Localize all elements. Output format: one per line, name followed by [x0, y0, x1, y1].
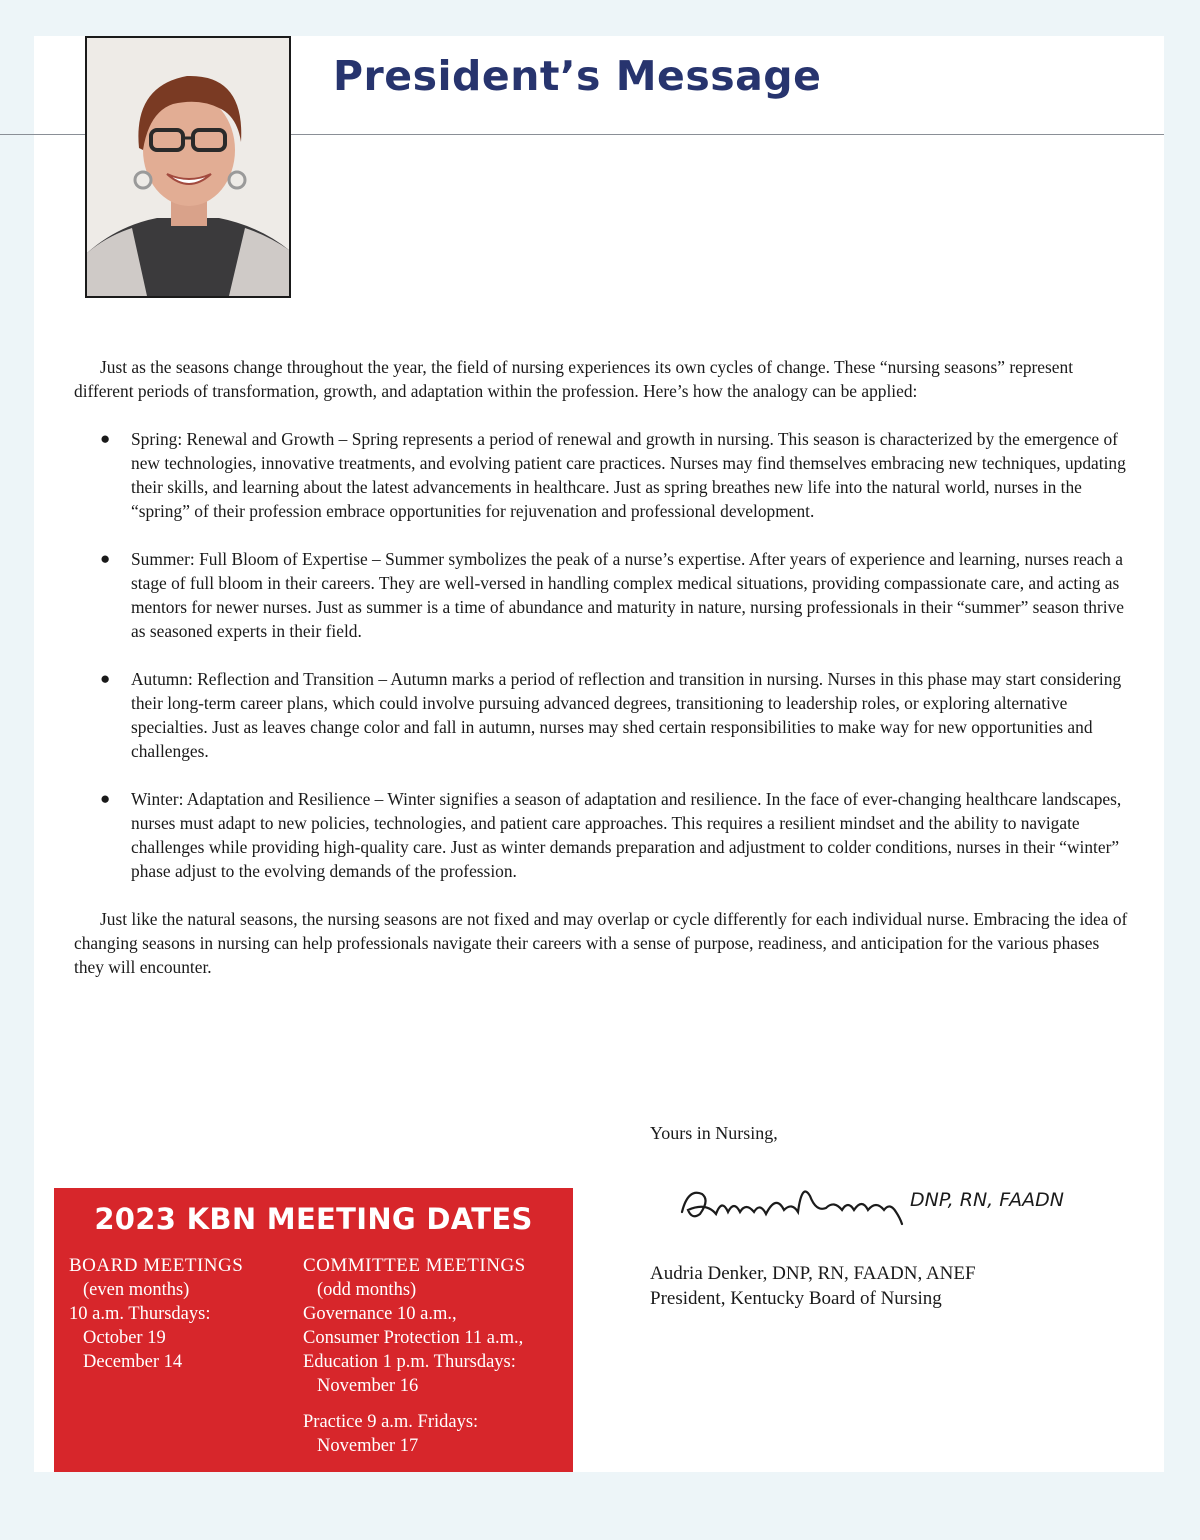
intro-paragraph: Just as the seasons change throughout the year, the field of nursing experiences its own cycles of change. These “nursing seasons” represent different periods of transformation, growth, and adaptation within the profession. Here’s how the analogy can be applied:: [74, 357, 1074, 401]
page-title: President’s Message: [333, 52, 822, 100]
seasons-list: [74, 427, 1130, 883]
meeting-dates-box: [54, 1188, 573, 1472]
board-meetings-sub: (even months): [83, 1280, 190, 1300]
portrait-illustration: [87, 38, 289, 296]
list-item: [74, 787, 1130, 883]
list-item-text: Winter: Adaptation and Resilience – Winter signifies a season of adaptation and resilience. In the face of ever-changing healthcare landscapes, nurses must adapt to new policies, technologies, and patient care approaches. This requires a resilient mindset and the ability to navigate challenges while providing high-quality care. Just as winter demands preparation and adjustment to colder conditions, nurses in their “winter” phase adjust to the evolving demands of the profession.: [131, 789, 1122, 881]
list-item: [74, 667, 1130, 763]
committee-consumer-protection: Consumer Protection 11 a.m.,: [303, 1328, 524, 1348]
committee-date: November 17: [317, 1436, 419, 1456]
board-meeting-date: October 19: [83, 1328, 166, 1348]
list-item: [74, 547, 1130, 643]
list-item-text: Autumn: Reflection and Transition – Autumn marks a period of reflection and transition in nursing. Nurses in this phase may start considering their long-term career plans, which could involve pursuing advanced degrees, transitioning to leadership roles, or exploring alternative specialties. Just as leaves change color and fall in autumn, nurses may shed certain responsibilities to make way for new opportunities and challenges.: [131, 669, 1122, 761]
committee-meetings-heading: COMMITTEE MEETINGS: [303, 1255, 526, 1276]
board-meetings-column: [69, 1254, 243, 1374]
list-item-text: Summer: Full Bloom of Expertise – Summer symbolizes the peak of a nurse’s expertise. After years of experience and learning, nurses reach a stage of full bloom in their careers. They are well-versed in handling complex medical situations, providing compassionate care, and acting as mentors for newer nurses. Just as summer is a time of abundance and maturity in nature, nursing professionals in their “summer” season thrive as seasoned experts in their field.: [131, 549, 1124, 641]
bullet-icon: ●: [100, 789, 111, 808]
closing-salutation: Yours in Nursing,: [650, 1123, 778, 1143]
committee-governance: Governance 10 a.m.,: [303, 1304, 457, 1324]
list-item-text: Spring: Renewal and Growth – Spring represents a period of renewal and growth in nursing. This season is characterized by the emergence of new technologies, innovative treatments, and evolving patient care practices. Nurses may find themselves embracing new techniques, updating their skills, and learning about the latest advancements in healthcare. Just as spring breathes new life into the natural world, nurses in the “spring” of their profession embrace opportunities for rejuvenation and professional development.: [131, 429, 1126, 521]
conclusion-paragraph: Just like the natural seasons, the nursing seasons are not fixed and may overlap or cycle differently for each individual nurse. Embracing the idea of changing seasons in nursing can help professionals navigate their careers with a sense of purpose, readiness, and anticipation for the various phases they will encounter.: [74, 909, 1128, 977]
bullet-icon: ●: [100, 429, 111, 448]
signer-title: President, Kentucky Board of Nursing: [650, 1288, 942, 1309]
board-meeting-date: December 14: [83, 1352, 183, 1372]
committee-education: Education 1 p.m. Thursdays:: [303, 1352, 516, 1372]
president-photo: [85, 36, 291, 298]
signer-block: [650, 1261, 976, 1311]
signature-image: [676, 1172, 1106, 1232]
signer-name: Audria Denker, DNP, RN, FAADN, ANEF: [650, 1263, 976, 1284]
committee-meetings-sub: (odd months): [317, 1280, 417, 1300]
board-meetings-time: 10 a.m. Thursdays:: [69, 1304, 211, 1324]
article-body: [74, 355, 1130, 979]
committee-practice: Practice 9 a.m. Fridays:: [303, 1412, 479, 1432]
bullet-icon: ●: [100, 669, 111, 688]
board-meetings-heading: BOARD MEETINGS: [69, 1255, 244, 1276]
bullet-icon: ●: [100, 549, 111, 568]
meeting-dates-title: 2023 KBN MEETING DATES: [94, 1202, 533, 1236]
committee-date: November 16: [317, 1376, 419, 1396]
committee-meetings-column: [303, 1254, 526, 1458]
svg-text:DNP, RN, FAADN: DNP, RN, FAADN: [910, 1189, 1064, 1211]
list-item: [74, 427, 1130, 523]
